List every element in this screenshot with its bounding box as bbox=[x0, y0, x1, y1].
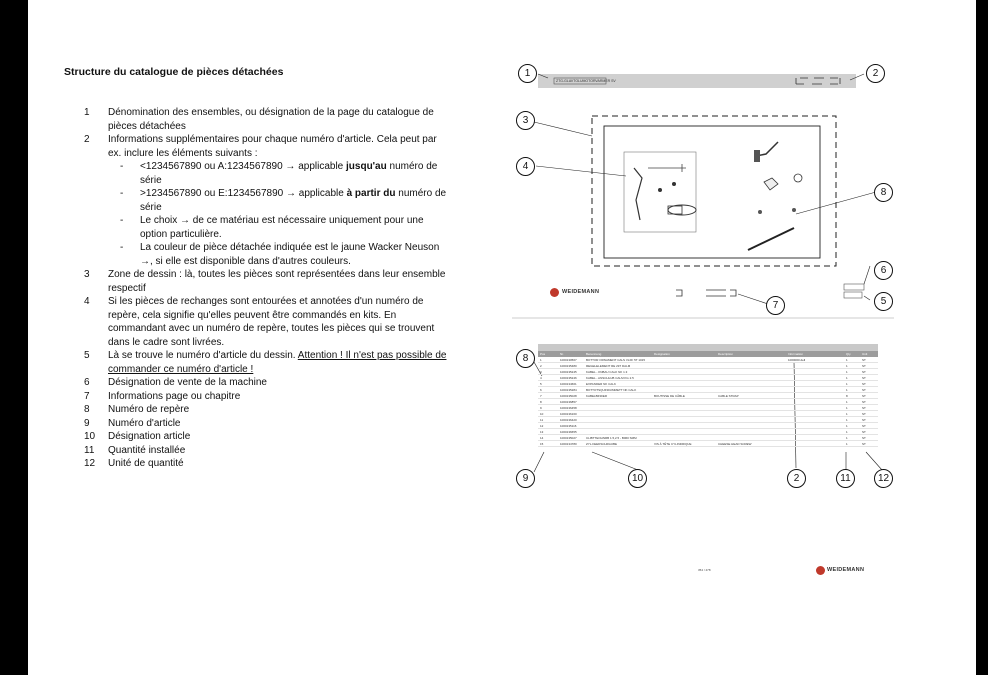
table-cell: ST bbox=[862, 358, 866, 362]
item-text: Dénomination des ensembles, ou désignation de la page du catalogue de pièces détachées bbox=[108, 107, 434, 132]
table-cell: 1 bbox=[846, 376, 848, 380]
footer-page-number: 354 / 478 bbox=[698, 568, 711, 572]
table-cell: 13 bbox=[540, 430, 544, 434]
callout-8-table: 8 bbox=[516, 349, 535, 368]
table-cell: 1000000 dell bbox=[788, 358, 806, 362]
table-cell: 3 bbox=[540, 370, 542, 374]
item-text: Informations supplémentaires pour chaque numéro d'article. Cela peut par ex. inclure les éléments suivants : bbox=[108, 134, 437, 159]
page-edge bbox=[976, 0, 988, 675]
table-cell: 1000136655 bbox=[560, 430, 577, 434]
table-cell: 1 bbox=[846, 442, 848, 446]
table-cell: BOTTOTSQUINDUMMETT NK CALK bbox=[586, 388, 637, 392]
callout-10: 10 bbox=[628, 469, 647, 488]
callout-8: 8 bbox=[874, 183, 893, 202]
list-item: 12 Unité de quantité bbox=[84, 458, 184, 469]
table-cell: 1 bbox=[540, 358, 542, 362]
table-cell: 8 bbox=[540, 400, 542, 404]
table-cell: 1000136857 bbox=[560, 400, 577, 404]
callout-2: 2 bbox=[866, 64, 885, 83]
callout-12: 12 bbox=[874, 469, 893, 488]
callout-9: 9 bbox=[516, 469, 535, 488]
list-item: 10 Désignation article bbox=[84, 431, 191, 442]
table-row bbox=[538, 441, 878, 447]
table-cell: KABEL - ANSCHLUB CALM KG 2.5 bbox=[586, 376, 634, 380]
table-cell: 1 bbox=[846, 436, 848, 440]
table-cell: 1000136458 bbox=[560, 406, 577, 410]
table-cell: 7 bbox=[540, 394, 542, 398]
table-cell: ST bbox=[862, 376, 866, 380]
sheet-label: ZTG-GLAVTOLUMOTORVARMER SV bbox=[556, 79, 616, 83]
table-cell: 2 bbox=[540, 364, 542, 368]
list-item: 7 Informations page ou chapitre bbox=[84, 390, 241, 402]
table-cell: 1000136420 bbox=[560, 418, 577, 422]
table-cell: 8 bbox=[846, 394, 848, 398]
table-cell: 1000130567 bbox=[560, 358, 577, 362]
table-cell: ST bbox=[862, 364, 866, 368]
callout-2-table: 2 bbox=[787, 469, 806, 488]
table-cell: 1 bbox=[846, 400, 848, 404]
table-cell: ST bbox=[862, 418, 866, 422]
table-cell: ST bbox=[862, 430, 866, 434]
list-item: 9 Numéro d'article bbox=[84, 417, 181, 429]
list-item: 6 Désignation de vente de la machine bbox=[84, 377, 267, 388]
table-cell: 15 bbox=[540, 442, 544, 446]
table-cell: 1000134661 bbox=[560, 382, 577, 386]
table-cell: CABLE STRAP bbox=[718, 394, 739, 398]
table-cell: 1 bbox=[846, 412, 848, 416]
table-cell: ZYL.FEEDSCHRAUBE bbox=[586, 442, 618, 446]
table-cell: REGELELEMENT RE 297 DALM bbox=[586, 364, 631, 368]
page-title: Structure du catalogue de pièces détachées bbox=[64, 66, 284, 78]
table-cell: 1000135245 bbox=[560, 370, 577, 374]
table-cell: ST bbox=[862, 382, 866, 386]
table-cell: 1000135246 bbox=[560, 376, 577, 380]
table-cell: 1000135028 bbox=[560, 394, 577, 398]
table-cell: 1 bbox=[846, 358, 848, 362]
item-number: 2 bbox=[84, 134, 90, 145]
parts-table bbox=[538, 344, 878, 447]
table-cell: 1 bbox=[846, 364, 848, 368]
footer-brand-name: WEIDEMANN bbox=[827, 567, 865, 573]
list-item bbox=[84, 133, 448, 160]
list-item: 3 Zone de dessin : là, toutes les pièces sont représentées dans leur ensemble respectif bbox=[84, 269, 446, 294]
table-cell: ST bbox=[862, 388, 866, 392]
list-item bbox=[84, 106, 448, 133]
table-cell: 9 bbox=[540, 406, 542, 410]
table-cell: 1000136160 bbox=[560, 412, 577, 416]
table-header: Pos Nr. Benennung Designation Description Information Qty Unit bbox=[538, 351, 878, 357]
table-cell: CLIBTTEOHNRB 1.5,2.5 - B060 SMM bbox=[586, 436, 637, 440]
table-cell: ST bbox=[862, 442, 866, 446]
sub-item: - >1234567890 ou E:1234567890 → applicable à partir du numéro de série bbox=[120, 188, 447, 213]
table-cell: 5 bbox=[540, 382, 542, 386]
table-cell: 1 bbox=[846, 418, 848, 422]
table-cell: ST bbox=[862, 424, 866, 428]
list-item: 11 Quantité installée bbox=[84, 444, 186, 456]
list-item: 4 Si les pièces de rechanges sont entourées et annotées d'un numéro de repère, cela signifie qu'elles peuvent être commandés en kits. En commandant avec un numéro de repère, toutes les pièces qui se trouvent dans le cadre sont livrées. bbox=[84, 296, 435, 348]
table-cell: ST bbox=[862, 412, 866, 416]
table-title-bar bbox=[538, 344, 878, 351]
brand-logo bbox=[550, 288, 559, 297]
callout-1: 1 bbox=[518, 64, 537, 83]
table-cell: 1000135116 bbox=[560, 424, 577, 428]
callout-11: 11 bbox=[836, 469, 855, 488]
table-cell: BOUTISSE DE CÂBLE bbox=[654, 394, 685, 398]
table-cell: 1 bbox=[846, 370, 848, 374]
sub-item: - <1234567890 ou A:1234567890 → applicable jusqu'au numéro de série bbox=[120, 161, 438, 186]
table-cell: ST bbox=[862, 406, 866, 410]
table-cell: 4 bbox=[540, 376, 542, 380]
table-cell: 1000135284 bbox=[560, 388, 577, 392]
table-cell: ST bbox=[862, 394, 866, 398]
list-item: 8 Numéro de repère bbox=[84, 404, 190, 415]
table-cell: CHEESE HEAD SCREW bbox=[718, 442, 752, 446]
table-cell: 1000135027 bbox=[560, 436, 577, 440]
catalogue-illustration bbox=[482, 60, 902, 573]
callout-6: 6 bbox=[874, 261, 893, 280]
table-cell: 6 bbox=[540, 388, 542, 392]
table-cell: KABELBINDER bbox=[586, 394, 608, 398]
item-number: 1 bbox=[84, 107, 90, 118]
brand-name: WEIDEMANN bbox=[562, 289, 600, 295]
table-cell: 1 bbox=[846, 382, 848, 386]
table-cell: KABEL - KNBAU CALK NK 1.3 bbox=[586, 370, 628, 374]
callout-3: 3 bbox=[516, 111, 535, 130]
table-cell: 11 bbox=[540, 418, 544, 422]
table-cell: EXPANDER NK CALK bbox=[586, 382, 616, 386]
callout-5: 5 bbox=[874, 292, 893, 311]
table-cell: ST bbox=[862, 400, 866, 404]
legend-list bbox=[84, 106, 448, 471]
table-cell: ST bbox=[862, 436, 866, 440]
callout-4: 4 bbox=[516, 157, 535, 176]
footer-brand-logo bbox=[816, 566, 825, 575]
table-cell: BOTTOR ORNAMENT CALS VLFF 5T 1015 bbox=[586, 358, 646, 362]
table-cell: 1 bbox=[846, 388, 848, 392]
table-cell: 1 bbox=[846, 430, 848, 434]
table-cell: 1000134780 bbox=[560, 442, 577, 446]
table-cell: VIS À TÊTE CYLINDRIQUE bbox=[654, 442, 692, 446]
list-item: 5 Là se trouve le numéro d'article du dessin. Attention ! Il n'est pas possible de commander ce numéro d'article ! bbox=[84, 350, 447, 375]
table-cell: 1000135480 bbox=[560, 364, 577, 368]
table-cell: 10 bbox=[540, 412, 544, 416]
table-cell: 1 bbox=[846, 424, 848, 428]
callout-7: 7 bbox=[766, 296, 785, 315]
sub-item: - Le choix → de ce matériau est nécessaire uniquement pour une option particulière. bbox=[120, 215, 424, 240]
table-cell: ST bbox=[862, 370, 866, 374]
table-cell: 14 bbox=[540, 436, 544, 440]
table-cell: 12 bbox=[540, 424, 544, 428]
sub-item: - La couleur de pièce détachée indiquée est le jaune Wacker Neuson →, si elle est disponible dans d'autres couleurs. bbox=[120, 242, 440, 267]
table-cell: 1 bbox=[846, 406, 848, 410]
